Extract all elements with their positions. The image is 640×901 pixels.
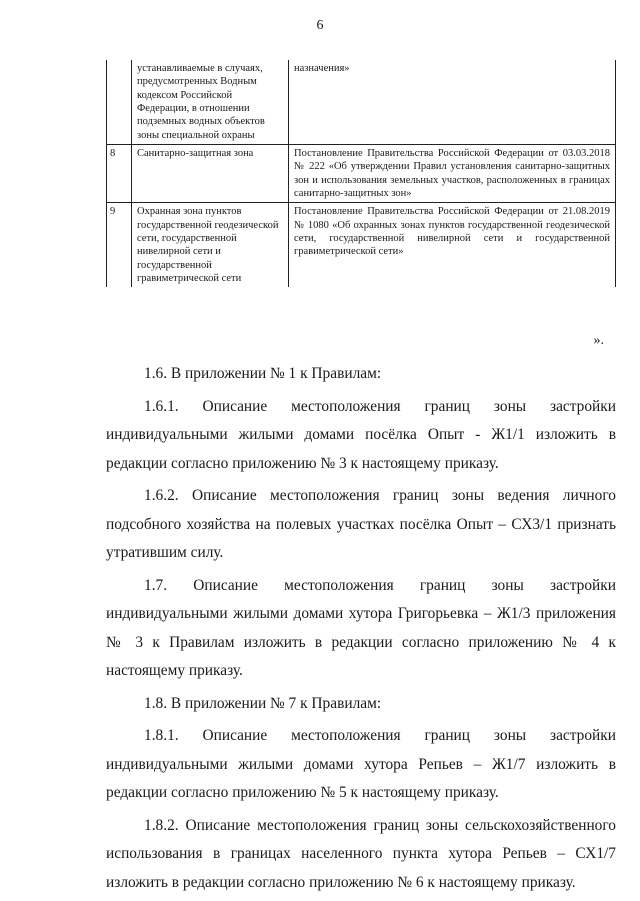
table-row: [107, 203, 616, 287]
legal-basis: Постановление Правительства Российской Федерации от 03.03.2018 № 222 «Об утверждении Правил установления санитарно-защитных зон и использования земельных участков, расположенных в границах санитарно-защитных зон»: [289, 144, 616, 202]
legal-basis: назначения»: [289, 60, 616, 144]
legal-basis: Постановление Правительства Российской Федерации от 21.08.2019 № 1080 «Об охранных зонах пунктов государственной геодезической сети, государственной нивелирной сети и государственной гравиметрической сети»: [289, 203, 616, 287]
table-row: [107, 144, 616, 202]
zone-name: Санитарно-защитная зона: [132, 144, 289, 202]
zones-table: [106, 60, 616, 287]
table-closing-quote: ».: [593, 333, 604, 348]
document-body: [106, 360, 616, 901]
row-number: 8: [107, 144, 132, 202]
zone-name: Охранная зона пунктов государственной геодезической сети, государственной нивелирной сети и государственной гравиметрической сети: [132, 203, 289, 287]
paragraph-1-6: 1.6. В приложении № 1 к Правилам:: [144, 365, 382, 382]
paragraph-1-8-2: 1.8.2. Описание местоположения границ зоны сельскохозяйственного использования в границах населенного пункта хутора Репьев – СХ1/7 изложить в редакции согласно приложению № 6 к настоящему приказу.: [106, 816, 616, 891]
zone-name: устанавливаемые в случаях, предусмотренных Водным кодексом Российской Федерации, в отношении подземных водных объектов зоны специальной охраны: [132, 60, 289, 144]
row-number: [107, 60, 132, 144]
paragraph-1-7: 1.7. Описание местоположения границ зоны застройки индивидуальными жилыми домами хутора Григорьевка – Ж1/3 приложения № 3 к Правилам изложить в редакции согласно приложению № 4 к настоящему приказу.: [106, 576, 616, 679]
page-number: 6: [316, 18, 324, 33]
paragraph-1-8: 1.8. В приложении № 7 к Правилам:: [144, 694, 382, 712]
table-row: [107, 60, 616, 144]
paragraph-1-6-1: 1.6.1. Описание местоположения границ зоны застройки индивидуальными жилыми домами посёлка Опыт - Ж1/1 изложить в редакции согласно приложению № 3 к настоящему приказу.: [106, 397, 616, 472]
paragraph-1-8-1: 1.8.1. Описание местоположения границ зоны застройки индивидуальными жилыми домами хутора Репьев – Ж1/7 изложить в редакции согласно приложению № 5 к настоящему приказу.: [106, 727, 616, 801]
row-number: 9: [107, 203, 132, 287]
paragraph-1-6-2: 1.6.2. Описание местоположения границ зоны ведения личного подсобного хозяйства на полевых участках посёлка Опыт – СХ3/1 признать утратившим силу.: [106, 487, 616, 561]
